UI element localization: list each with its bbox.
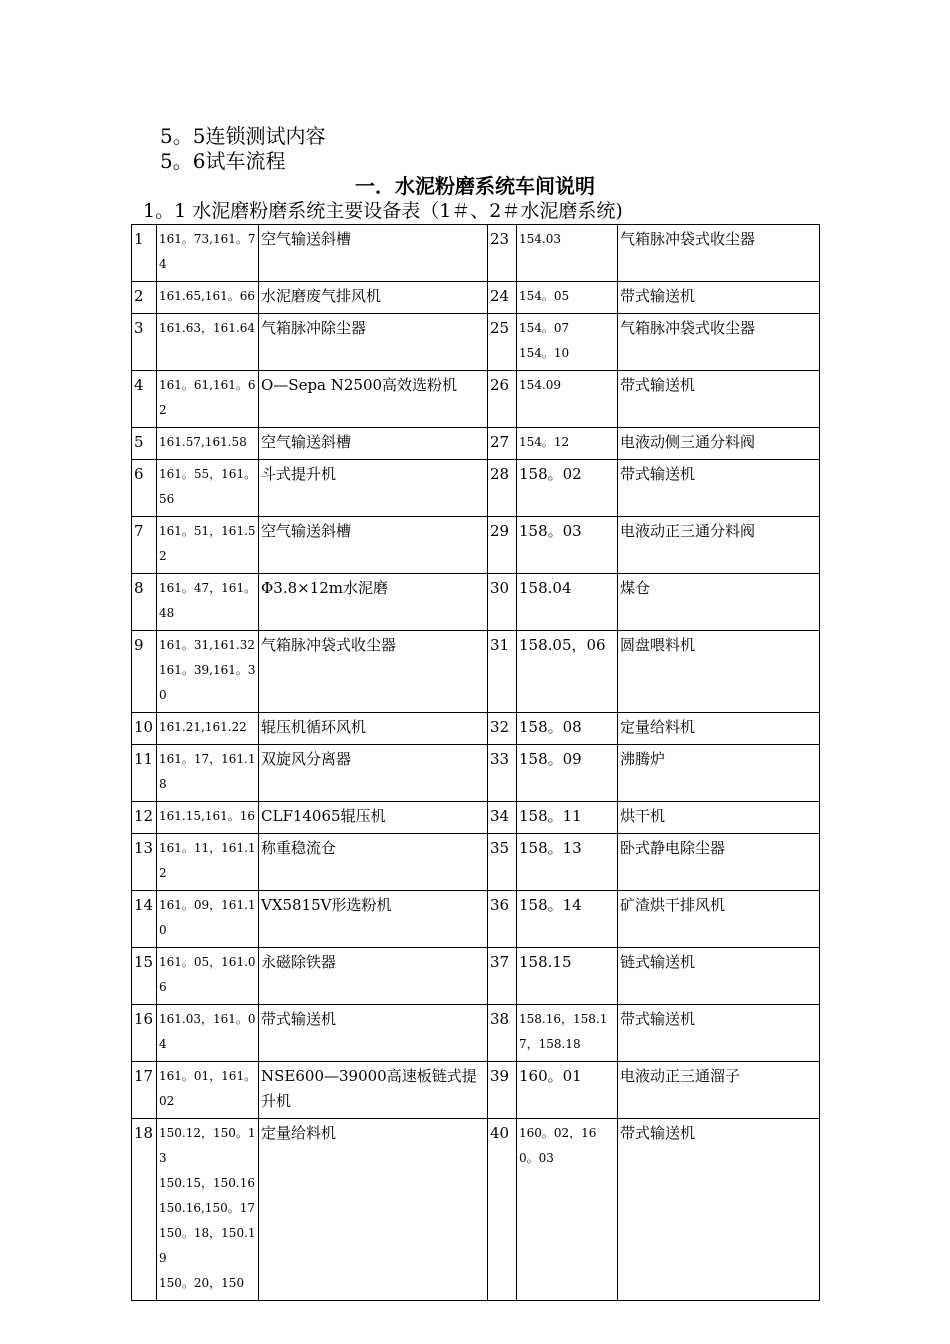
equipment-code-cell [157, 713, 259, 745]
row-number: 32 [488, 713, 517, 745]
equipment-name: 带式输送机 [618, 282, 820, 314]
equipment-table-body [132, 225, 820, 1301]
table-row [132, 713, 820, 745]
row-number: 17 [132, 1062, 157, 1119]
equipment-name: 链式输送机 [618, 948, 820, 1005]
equipment-code-cell [517, 802, 618, 834]
equipment-code: 150。20，150 [159, 1276, 245, 1290]
equipment-name: 空气输送斜槽 [259, 225, 488, 282]
table-row [132, 834, 820, 891]
row-number: 15 [132, 948, 157, 1005]
equipment-table [131, 224, 820, 1301]
equipment-code-cell [157, 745, 259, 802]
table-row [132, 225, 820, 282]
equipment-code-cell [517, 460, 618, 517]
equipment-code: 161.21,161.22 [159, 720, 247, 734]
equipment-code-cell [157, 1062, 259, 1119]
row-number: 38 [488, 1005, 517, 1062]
equipment-code: 158。03 [519, 522, 582, 540]
equipment-code: 158.05，06 [519, 636, 606, 654]
equipment-name: 电液动侧三通分料阀 [618, 428, 820, 460]
equipment-code: 161.65,161。66 [159, 289, 255, 303]
equipment-name: 烘干机 [618, 802, 820, 834]
equipment-code: 160。01 [519, 1067, 582, 1085]
equipment-name: NSE600—39000高速板链式提升机 [259, 1062, 488, 1119]
equipment-name: 带式输送机 [618, 460, 820, 517]
equipment-code: 161.57,161.58 [159, 435, 247, 449]
equipment-code: 158。08 [519, 718, 582, 736]
equipment-code: 161。17，161.18 [159, 752, 256, 791]
equipment-code: 161。31,161.32 [159, 638, 255, 652]
row-number: 40 [488, 1119, 517, 1301]
equipment-code-cell [517, 371, 618, 428]
equipment-name: VX5815V形选粉机 [259, 891, 488, 948]
row-number: 18 [132, 1119, 157, 1301]
equipment-code-cell [517, 225, 618, 282]
equipment-code: 150.12，150。13 [159, 1126, 256, 1165]
row-number: 13 [132, 834, 157, 891]
equipment-code-cell [517, 745, 618, 802]
equipment-name: 沸腾炉 [618, 745, 820, 802]
equipment-code: 158.15 [519, 953, 572, 971]
equipment-name: 空气输送斜槽 [259, 428, 488, 460]
equipment-code-cell [157, 834, 259, 891]
row-number: 30 [488, 574, 517, 631]
row-number: 14 [132, 891, 157, 948]
row-number: 3 [132, 314, 157, 371]
row-number: 4 [132, 371, 157, 428]
equipment-code-cell [517, 713, 618, 745]
table-row [132, 802, 820, 834]
row-number: 28 [488, 460, 517, 517]
section-heading: 一．水泥粉磨系统车间说明 [355, 174, 595, 198]
equipment-name: 气箱脉冲袋式收尘器 [618, 314, 820, 371]
table-row [132, 745, 820, 802]
equipment-code-cell [157, 225, 259, 282]
toc-item: 5。5连锁测试内容 [160, 124, 326, 148]
equipment-code: 161。11，161.12 [159, 841, 256, 880]
table-row [132, 517, 820, 574]
equipment-code: 161。55，161。56 [159, 467, 257, 506]
equipment-code: 160。02，160。03 [519, 1126, 597, 1165]
equipment-code: 154.09 [519, 378, 561, 392]
table-row [132, 371, 820, 428]
row-number: 6 [132, 460, 157, 517]
equipment-code: 161.15,161。16 [159, 809, 255, 823]
row-number: 36 [488, 891, 517, 948]
row-number: 9 [132, 631, 157, 713]
equipment-name: 气箱脉冲袋式收尘器 [618, 225, 820, 282]
equipment-code: 150.15，150.16 [159, 1176, 255, 1190]
equipment-code-cell [517, 1005, 618, 1062]
equipment-code-cell [517, 631, 618, 713]
equipment-code: 161.03，161。04 [159, 1012, 256, 1051]
equipment-name: 永磁除铁器 [259, 948, 488, 1005]
equipment-code-cell [157, 517, 259, 574]
table-row [132, 1005, 820, 1062]
equipment-name: 带式输送机 [618, 1005, 820, 1062]
equipment-code: 154。10 [519, 346, 570, 360]
equipment-code-cell [517, 574, 618, 631]
table-row [132, 428, 820, 460]
row-number: 11 [132, 745, 157, 802]
equipment-name: 气箱脉冲除尘器 [259, 314, 488, 371]
equipment-code: 161。09，161.10 [159, 898, 256, 937]
equipment-code-cell [517, 282, 618, 314]
row-number: 16 [132, 1005, 157, 1062]
equipment-code: 161。61,161。62 [159, 378, 256, 417]
equipment-code-cell [517, 517, 618, 574]
equipment-code-cell [157, 282, 259, 314]
equipment-code-cell [157, 631, 259, 713]
equipment-code-cell [517, 891, 618, 948]
equipment-code-cell [517, 1062, 618, 1119]
table-row [132, 948, 820, 1005]
equipment-code: 161。51，161.52 [159, 524, 256, 563]
row-number: 1 [132, 225, 157, 282]
equipment-name: 定量给料机 [259, 1119, 488, 1301]
equipment-code: 158。11 [519, 807, 582, 825]
table-row [132, 282, 820, 314]
row-number: 39 [488, 1062, 517, 1119]
equipment-name: O—Sepa N2500高效选粉机 [259, 371, 488, 428]
equipment-name: 空气输送斜槽 [259, 517, 488, 574]
row-number: 27 [488, 428, 517, 460]
equipment-name: 带式输送机 [618, 371, 820, 428]
equipment-code: 161.63，161.64 [159, 321, 255, 335]
equipment-code-cell [517, 834, 618, 891]
row-number: 37 [488, 948, 517, 1005]
row-number: 34 [488, 802, 517, 834]
equipment-name: CLF14065辊压机 [259, 802, 488, 834]
table-row [132, 1062, 820, 1119]
equipment-code: 150.16,150。17 [159, 1201, 255, 1215]
row-number: 26 [488, 371, 517, 428]
row-number: 29 [488, 517, 517, 574]
equipment-name: 斗式提升机 [259, 460, 488, 517]
equipment-code: 161。05，161.06 [159, 955, 256, 994]
equipment-code-cell [517, 1119, 618, 1301]
equipment-name: 辊压机循环风机 [259, 713, 488, 745]
equipment-code: 158。14 [519, 896, 582, 914]
equipment-code: 158.16，158.17，158.18 [519, 1012, 608, 1051]
row-number: 5 [132, 428, 157, 460]
equipment-code-cell [157, 802, 259, 834]
equipment-name: 矿渣烘干排风机 [618, 891, 820, 948]
row-number: 35 [488, 834, 517, 891]
row-number: 24 [488, 282, 517, 314]
equipment-code-cell [517, 428, 618, 460]
equipment-name: 卧式静电除尘器 [618, 834, 820, 891]
equipment-code: 154。05 [519, 289, 570, 303]
equipment-name: 圆盘喂料机 [618, 631, 820, 713]
table-row [132, 314, 820, 371]
row-number: 10 [132, 713, 157, 745]
equipment-code: 161。01，161。02 [159, 1069, 257, 1108]
equipment-name: 称重稳流仓 [259, 834, 488, 891]
equipment-code: 158。09 [519, 750, 582, 768]
equipment-code: 154。12 [519, 435, 570, 449]
equipment-name: 电液动正三通溜子 [618, 1062, 820, 1119]
equipment-name: 电液动正三通分料阀 [618, 517, 820, 574]
row-number: 8 [132, 574, 157, 631]
equipment-name: 带式输送机 [259, 1005, 488, 1062]
row-number: 7 [132, 517, 157, 574]
equipment-code: 158。13 [519, 839, 582, 857]
equipment-code-cell [157, 371, 259, 428]
equipment-code: 161。47，161。48 [159, 581, 257, 620]
toc-item: 5。6试车流程 [160, 149, 286, 173]
row-number: 25 [488, 314, 517, 371]
row-number: 33 [488, 745, 517, 802]
row-number: 31 [488, 631, 517, 713]
equipment-code-cell [157, 1005, 259, 1062]
equipment-name: 煤仓 [618, 574, 820, 631]
equipment-code: 154。07 [519, 321, 570, 335]
equipment-code-cell [157, 1119, 259, 1301]
equipment-code: 158。02 [519, 465, 582, 483]
equipment-name: Φ3.8×12m水泥磨 [259, 574, 488, 631]
equipment-name: 带式输送机 [618, 1119, 820, 1301]
equipment-code: 161。39,161。30 [159, 663, 256, 702]
table-row [132, 574, 820, 631]
equipment-code-cell [157, 460, 259, 517]
equipment-code-cell [157, 891, 259, 948]
equipment-code-cell [157, 948, 259, 1005]
equipment-code-cell [157, 574, 259, 631]
equipment-code: 150。18，150.19 [159, 1226, 256, 1265]
equipment-name: 水泥磨废气排风机 [259, 282, 488, 314]
equipment-name: 双旋风分离器 [259, 745, 488, 802]
row-number: 12 [132, 802, 157, 834]
equipment-code: 154.03 [519, 232, 561, 246]
equipment-code-cell [517, 314, 618, 371]
table-row [132, 1119, 820, 1301]
equipment-code-cell [157, 428, 259, 460]
table-row [132, 891, 820, 948]
equipment-name: 定量给料机 [618, 713, 820, 745]
table-row [132, 460, 820, 517]
table-caption: 1。1 水泥磨粉磨系统主要设备表（1＃、2＃水泥磨系统) [143, 200, 623, 222]
row-number: 23 [488, 225, 517, 282]
row-number: 2 [132, 282, 157, 314]
equipment-code-cell [157, 314, 259, 371]
equipment-name: 气箱脉冲袋式收尘器 [259, 631, 488, 713]
equipment-code: 161。73,161。74 [159, 232, 256, 271]
equipment-code-cell [517, 948, 618, 1005]
equipment-code: 158.04 [519, 579, 572, 597]
table-row [132, 631, 820, 713]
